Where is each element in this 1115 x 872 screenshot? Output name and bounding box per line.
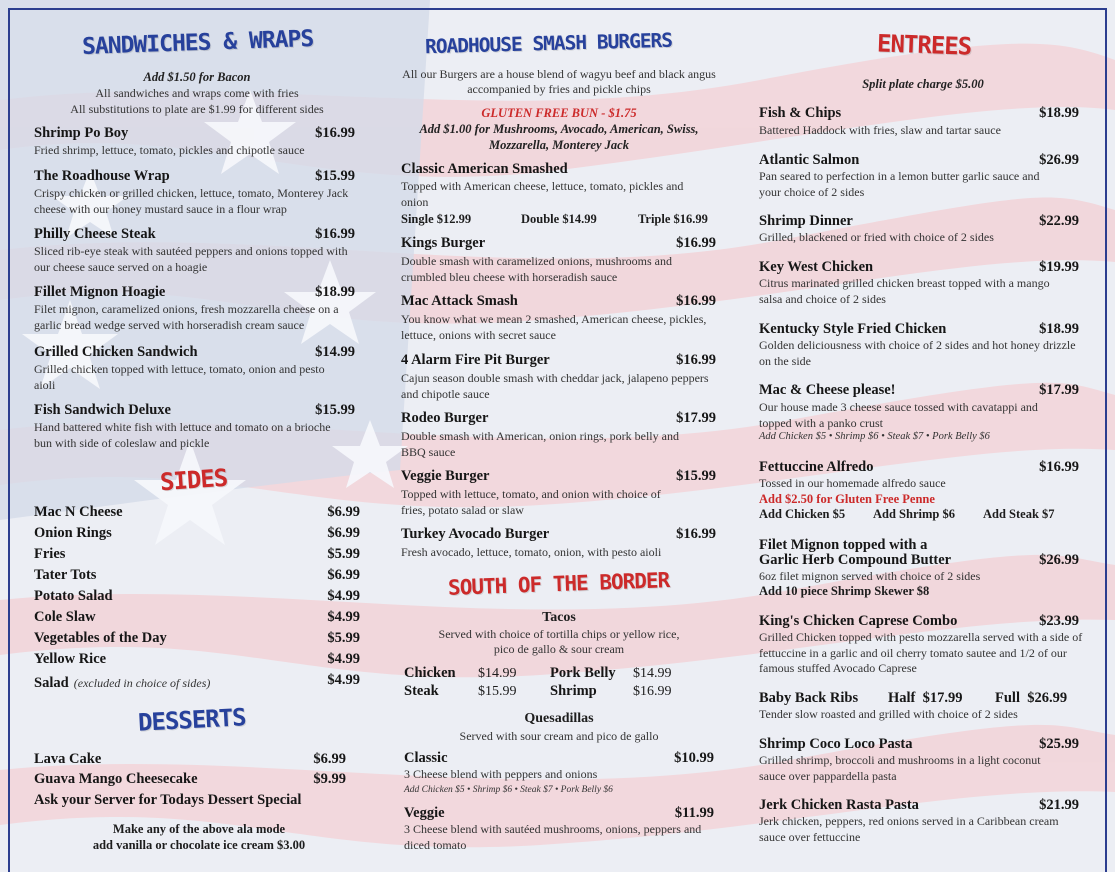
entree-name: Shrimp Coco Loco Pasta — [759, 736, 913, 752]
side-salad — [34, 672, 210, 692]
tacos-title: Tacos — [542, 610, 576, 625]
entree-price: $26.99 — [1039, 552, 1079, 568]
menu-item-name: Fish Sandwich Deluxe — [34, 402, 171, 418]
menu-item-name: Grilled Chicken Sandwich — [34, 344, 198, 360]
menu-item-price: $16.99 — [315, 226, 355, 242]
dessert-name: Guava Mango Cheesecake — [34, 771, 198, 787]
entree-desc: Pan seared to perfection in a lemon butter garlic sauce and your choice of 2 sides — [759, 169, 1040, 199]
dessert-special: Ask your Server for Todays Dessert Special — [34, 792, 302, 808]
sides-heading: SIDES — [159, 463, 229, 497]
burgers-intro: All our Burgers are a house blend of wagyu beef and black angus accompanied by fries and pickle chips — [402, 67, 716, 96]
entree-price: $17.99 — [1039, 382, 1079, 398]
burger-desc: Cajun season double smash with cheddar jack, jalapeno peppers and chipotle sauce — [401, 371, 709, 401]
entree-name: Key West Chicken — [759, 259, 874, 275]
taco-name: Chicken — [404, 665, 456, 681]
bacon-note: Add $1.50 for Bacon — [143, 70, 251, 84]
entree-price: $21.99 — [1039, 797, 1079, 813]
side-price: $5.99 — [327, 546, 360, 562]
entree-desc: Citrus marinated grilled chicken breast topped with a mango salsa and choice of 2 sides — [759, 276, 1050, 306]
entree-name: Jerk Chicken Rasta Pasta — [759, 797, 919, 813]
side-price: $6.99 — [327, 504, 360, 520]
taco-price: $16.99 — [633, 684, 672, 699]
entree-name: Atlantic Salmon — [759, 152, 860, 168]
entree-price: $18.99 — [1039, 321, 1079, 337]
quesadilla-desc: 3 Cheese blend with sautéed mushrooms, onions, peppers and diced tomato — [404, 822, 702, 852]
quesadilla-name: Classic — [404, 750, 448, 766]
entree-desc: Tender slow roasted and grilled with choice of 2 sides — [759, 707, 1018, 721]
side-price: $4.99 — [327, 651, 360, 667]
entree-price: $25.99 — [1039, 736, 1079, 752]
ribs-full-price: Full $26.99 — [995, 690, 1068, 706]
side-name: Yellow Rice — [34, 651, 107, 667]
quesadilla-name: Veggie — [404, 805, 445, 821]
side-price: $6.99 — [327, 525, 360, 541]
entree-desc: 6oz filet mignon served with choice of 2 sides — [759, 569, 981, 583]
dessert-name: Lava Cake — [34, 751, 102, 767]
gluten-free-penne-note: Add $2.50 for Gluten Free Penne — [759, 492, 935, 506]
side-name: Tater Tots — [34, 567, 97, 583]
entree-name: Fettuccine Alfredo — [759, 459, 874, 475]
tacos-note: Served with choice of tortilla chips or yellow rice, pico de gallo & sour cream — [438, 627, 680, 656]
side-name: Onion Rings — [34, 525, 112, 541]
sandwiches-note-substitutions: All substitutions to plate are $1.99 for different sides — [70, 102, 324, 116]
burger-price: $16.99 — [676, 526, 716, 542]
ala-mode-note: Make any of the above ala mode — [112, 822, 286, 836]
split-plate-note: Split plate charge $5.00 — [862, 77, 984, 91]
entree-desc: Jerk chicken, peppers, red onions served in a Caribbean cream sauce over fettuccine — [759, 814, 1059, 844]
menu-item-price: $16.99 — [315, 125, 355, 141]
burger-desc: Double smash with caramelized onions, mushrooms and crumbled bleu cheese with horseradish sauce — [401, 254, 672, 284]
taco-name: Shrimp — [550, 683, 597, 699]
burger-desc: Topped with lettuce, tomato, and onion with choice of fries, potato salad or slaw — [401, 487, 661, 517]
salad-note: (excluded in choice of sides) — [73, 676, 211, 690]
entree-desc: Tossed in our homemade alfredo sauce — [759, 476, 946, 490]
menu-item-price: $18.99 — [315, 284, 355, 300]
entree-desc: Grilled shrimp, broccoli and mushrooms in a light coconut sauce over pappardella pasta — [759, 753, 1041, 783]
entree-price: $22.99 — [1039, 213, 1079, 229]
side-name: Mac N Cheese — [34, 504, 123, 520]
side-price: $4.99 — [327, 588, 360, 604]
burger-desc: You know what we mean 2 smashed, American cheese, pickles, lettuce, onions with secret sauce — [401, 312, 707, 342]
add-chicken-option: Add Chicken $5 — [759, 507, 846, 521]
menu-item-price: $14.99 — [315, 344, 355, 360]
side-price: $4.99 — [327, 672, 360, 688]
entree-desc: Grilled Chicken topped with pesto mozzarella served with a side of fettuccine in a garlic and oil cherry tomato sautee and 1/2 of our famous stuffed Avocado Caprese — [759, 630, 1083, 675]
quesadilla-addons: Add Chicken $5 • Shrimp $6 • Steak $7 • Pork Belly $6 — [404, 785, 613, 795]
entree-desc: Battered Haddock with fries, slaw and tartar sauce — [759, 123, 1001, 137]
menu-item-name: The Roadhouse Wrap — [34, 168, 170, 184]
add-shrimp-option: Add Shrimp $6 — [873, 507, 955, 521]
burger-price: $15.99 — [676, 468, 716, 484]
burger-addons-note: Add $1.00 for Mushrooms, Avocado, American, Swiss, Mozzarella, Monterey Jack — [419, 122, 699, 152]
gluten-free-bun-note: GLUTEN FREE BUN - $1.75 — [481, 106, 637, 120]
entree-desc: Grilled, blackened or fried with choice of 2 sides — [759, 230, 994, 244]
burger-triple-price: Triple $16.99 — [638, 212, 708, 226]
entree-name: Baby Back Ribs — [759, 690, 859, 706]
menu-item-name: Fillet Mignon Hoagie — [34, 284, 166, 300]
desserts-heading: DESSERTS — [137, 703, 247, 737]
ribs-half-price: Half $17.99 — [888, 690, 963, 706]
entree-price: $26.99 — [1039, 152, 1079, 168]
burger-double-price: Double $14.99 — [521, 212, 597, 226]
menu-item-name: Shrimp Po Boy — [34, 125, 129, 141]
taco-price: $14.99 — [633, 666, 672, 681]
quesadilla-price: $11.99 — [674, 805, 714, 821]
entree-name: Kentucky Style Fried Chicken — [759, 321, 947, 337]
sandwiches-heading: SANDWICHES & WRAPS — [81, 25, 314, 61]
menu-item-price: $15.99 — [315, 402, 355, 418]
entree-name-line2: Garlic Herb Compound Butter — [759, 552, 952, 568]
burger-desc: Fresh avocado, lettuce, tomato, onion, with pesto aioli — [401, 545, 662, 559]
add-steak-option: Add Steak $7 — [983, 507, 1055, 521]
ala-mode-price: add vanilla or chocolate ice cream $3.00 — [92, 838, 306, 852]
side-name: Cole Slaw — [34, 609, 96, 625]
menu-item-price: $15.99 — [315, 168, 355, 184]
menu-item-desc: Grilled chicken topped with lettuce, tomato, onion and pesto aioli — [34, 362, 325, 392]
menu-item-desc: Hand battered white fish with lettuce and tomato on a brioche bun with side of coleslaw and pickle — [34, 420, 331, 450]
quesadilla-desc: 3 Cheese blend with peppers and onions — [404, 767, 598, 781]
burger-name: Kings Burger — [401, 235, 486, 251]
burger-price: $16.99 — [676, 352, 716, 368]
side-name: Fries — [34, 546, 66, 562]
side-price: $6.99 — [327, 567, 360, 583]
taco-name: Steak — [404, 683, 439, 699]
burger-price: $17.99 — [676, 410, 716, 426]
quesadillas-note: Served with sour cream and pico de gallo — [459, 729, 659, 743]
burger-price: $16.99 — [676, 293, 716, 309]
entree-name: Mac & Cheese please! — [759, 382, 896, 398]
entree-name: Shrimp Dinner — [759, 213, 853, 229]
burger-single-price: Single $12.99 — [401, 212, 472, 226]
entree-desc: Golden deliciousness with choice of 2 sides and hot honey drizzle on the side — [759, 338, 1076, 368]
burger-desc: Double smash with American, onion rings, pork belly and BBQ sauce — [401, 429, 679, 459]
menu-item-desc: Sliced rib-eye steak with sautéed peppers and onions topped with our cheese sauce served on a hoagie — [34, 244, 348, 274]
entree-addons: Add Chicken $5 • Shrimp $6 • Steak $7 • Pork Belly $6 — [759, 431, 990, 442]
south-of-border-heading: SOUTH OF THE BORDER — [447, 568, 670, 600]
burger-name: Turkey Avocado Burger — [401, 526, 550, 542]
menu-item-name: Philly Cheese Steak — [34, 226, 156, 242]
entree-desc: Our house made 3 cheese sauce tossed with cavatappi and topped with a panko crust — [759, 400, 1038, 430]
entrees-heading: ENTREES — [876, 29, 972, 61]
entree-price: $23.99 — [1039, 613, 1079, 629]
quesadillas-title: Quesadillas — [524, 711, 594, 726]
entree-name: Fish & Chips — [759, 105, 842, 121]
sandwiches-note-fries: All sandwiches and wraps come with fries — [95, 86, 299, 100]
menu-item-desc: Crispy chicken or grilled chicken, lettuce, tomato, Monterey Jack cheese with our honey mustard sauce in a flour wrap — [34, 186, 349, 216]
entree-price: $16.99 — [1039, 459, 1079, 475]
side-name: Salad — [34, 675, 69, 691]
entree-name: King's Chicken Caprese Combo — [759, 613, 958, 629]
burger-name: Veggie Burger — [401, 468, 490, 484]
menu-item-desc: Fried shrimp, lettuce, tomato, pickles and chipotle sauce — [34, 143, 305, 157]
side-name: Vegetables of the Day — [34, 630, 167, 646]
side-price: $5.99 — [327, 630, 360, 646]
dessert-price: $9.99 — [313, 771, 346, 787]
taco-price: $15.99 — [478, 684, 517, 699]
burgers-heading: ROADHOUSE SMASH BURGERS — [424, 28, 673, 59]
shrimp-skewer-addon: Add 10 piece Shrimp Skewer $8 — [759, 584, 930, 598]
taco-name: Pork Belly — [550, 665, 616, 681]
side-name: Potato Salad — [34, 588, 113, 604]
side-price: $4.99 — [327, 609, 360, 625]
menu-item-desc: Filet mignon, caramelized onions, fresh mozzarella cheese on a garlic bread wedge served with horseradish cream sauce — [34, 302, 339, 332]
burger-desc: Topped with American cheese, lettuce, tomato, pickles and onion — [401, 179, 684, 209]
quesadilla-price: $10.99 — [674, 750, 714, 766]
dessert-price: $6.99 — [313, 751, 346, 767]
burger-name: Mac Attack Smash — [401, 293, 518, 309]
entree-price: $18.99 — [1039, 105, 1079, 121]
burger-price: $16.99 — [676, 235, 716, 251]
taco-price: $14.99 — [478, 666, 517, 681]
burger-name: Classic American Smashed — [401, 161, 568, 177]
burger-name: 4 Alarm Fire Pit Burger — [401, 352, 550, 368]
burger-name: Rodeo Burger — [401, 410, 489, 426]
entree-name: Filet Mignon topped with a — [759, 537, 928, 553]
entree-price: $19.99 — [1039, 259, 1079, 275]
